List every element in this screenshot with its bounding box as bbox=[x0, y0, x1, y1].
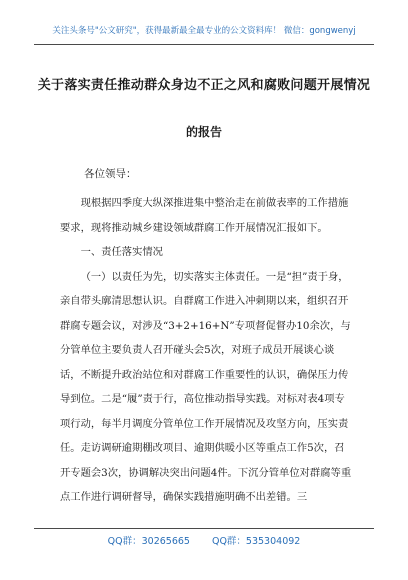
header-promo-note: 关注头条号"公文研究"，获得最新最全最专业的公文资料库！ 微信：gongwenyj bbox=[52, 26, 356, 36]
page-footer-rule bbox=[34, 528, 374, 529]
document-title: 关于落实责任推动群众身边不正之风和腐败问题开展情况 bbox=[37, 78, 371, 93]
qq-group-2: QQ群：535304092 bbox=[211, 536, 301, 547]
qq-group-1: QQ群：30265665 bbox=[107, 536, 190, 547]
body-paragraph: （一）以责任为先，切实落实主体责任。一是“担”责于身，亲自带头廓清思想认识。自群腐工作进入冲刺期以来，组织召开群腐专题会议，对涉及“3+2+16+N”专项督促督办10余次，与分管单位主要负责人召开碰头会5次，对班子成员开展谈心谈话，不断提升政治站位和对群腐工作重要性的认识，确保压力传导到位。二是“履”责于行，高位推动指导实践。对标对表4项专项行动，每半月调度分管单位工作开展情况及攻坚方向，压实责任。走访调研逾期棚改项目、逾期供暖小区等重点工作5次，召开专题会3次，协调解决突出问题4件。下沉分管单位对群腐等重点工作进行调研督导，确保实践措施明确不出差错。三 bbox=[60, 270, 352, 503]
section-heading: 一、责任落实情况 bbox=[80, 246, 163, 258]
page-header bbox=[34, 8, 374, 45]
intro-paragraph: 现根据四季度大纵深推进集中整治走在前做表率的工作措施要求，现将推动城乡建设领域群腐工作开展情况汇报如下。 bbox=[60, 197, 349, 234]
document-title-continued: 的报告 bbox=[185, 125, 222, 139]
salutation: 各位领导： bbox=[84, 168, 137, 180]
footer-contact bbox=[0, 533, 408, 547]
document-body bbox=[60, 191, 352, 510]
